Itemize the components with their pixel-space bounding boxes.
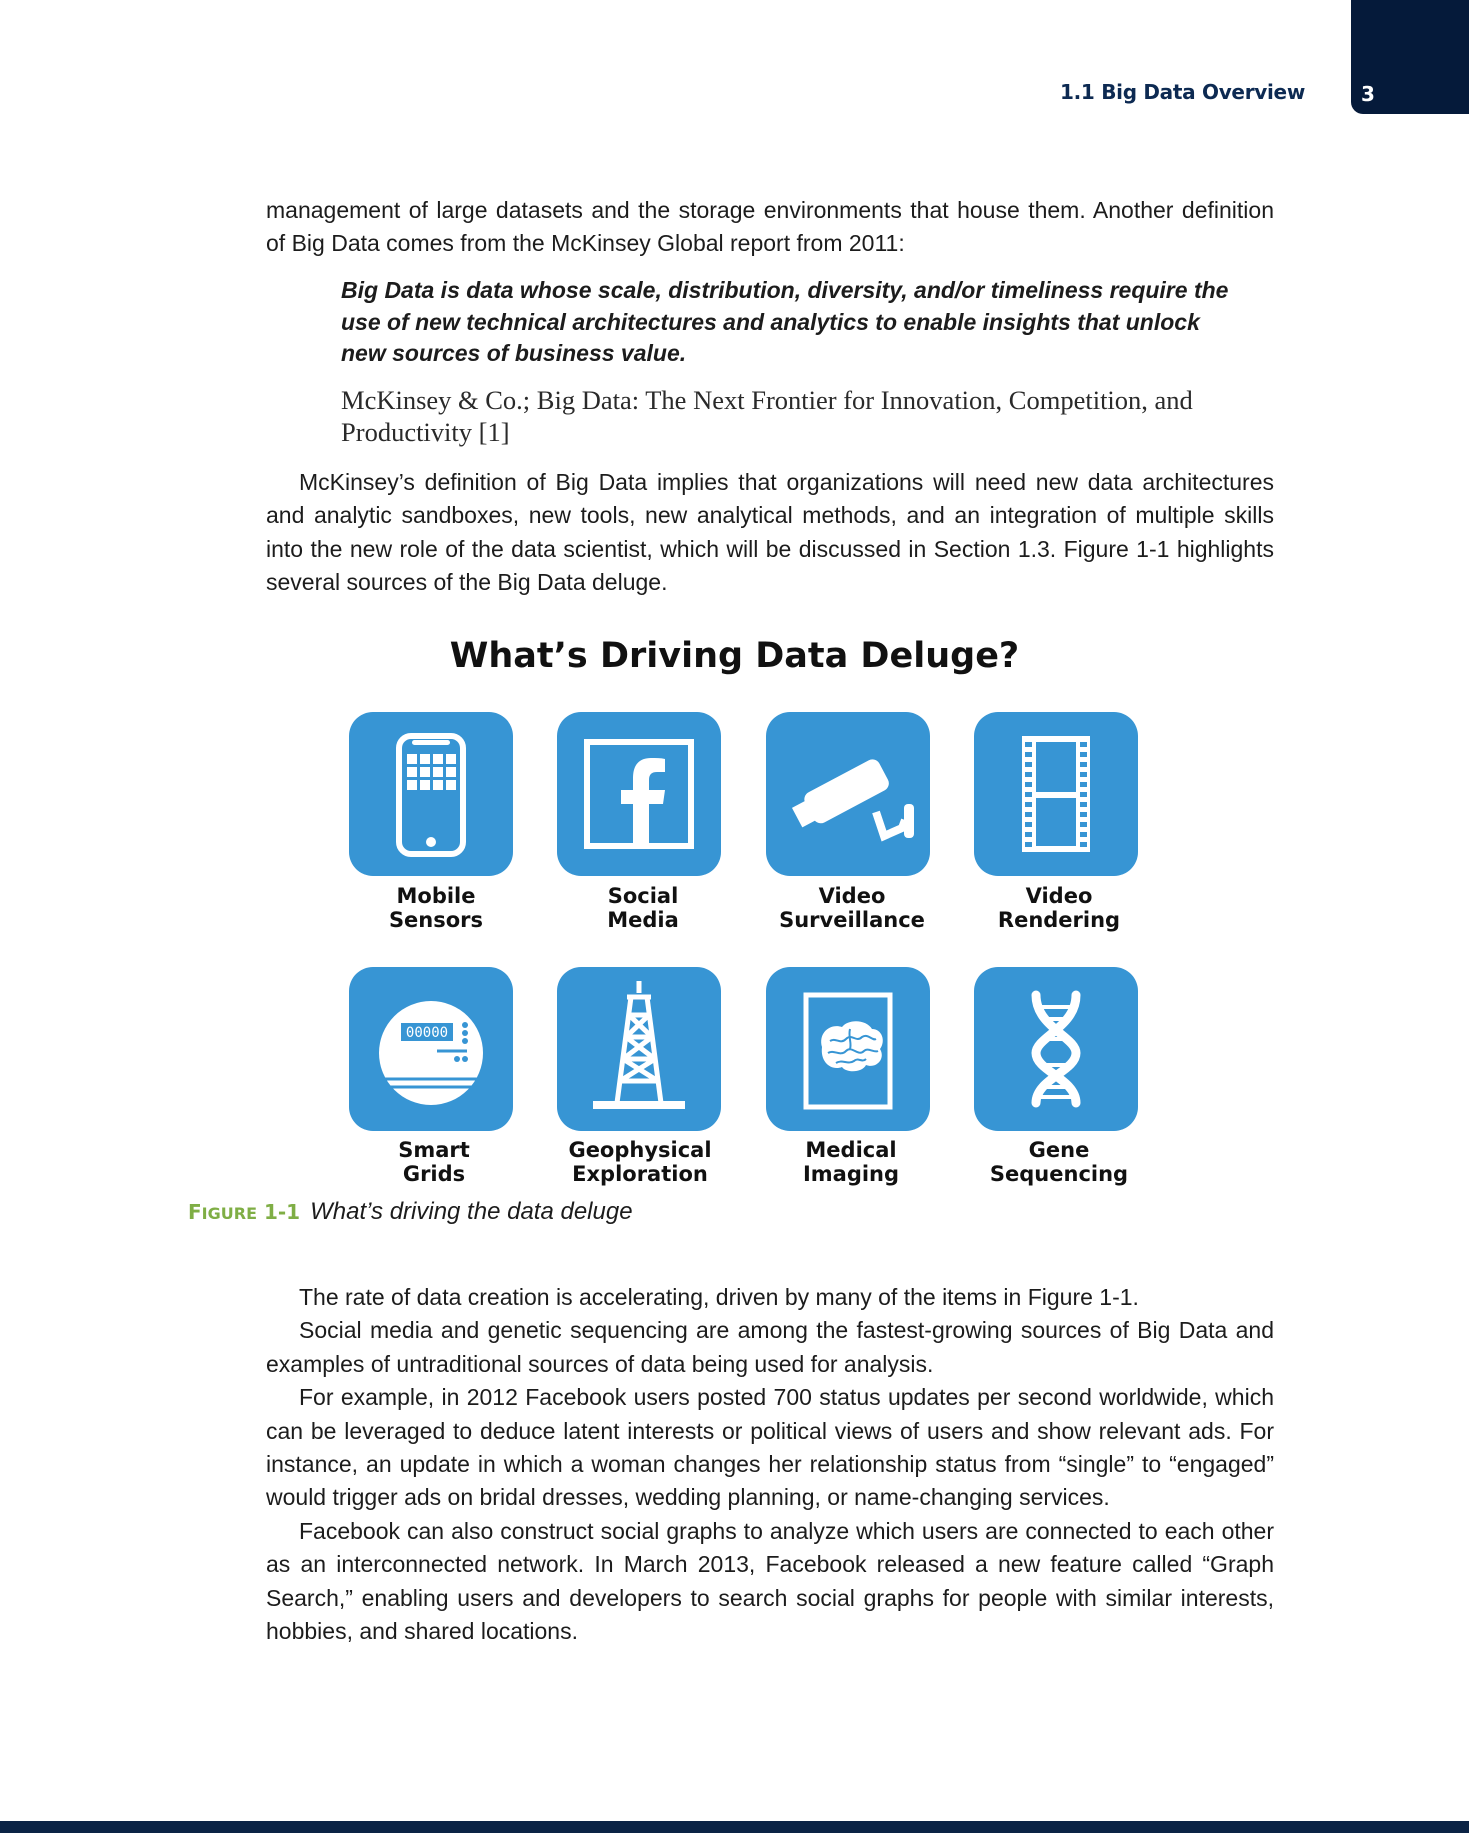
tile-label-medical-imaging: Medical Imaging	[802, 1138, 900, 1186]
paragraph-mckinsey-definition	[266, 466, 1274, 600]
paragraph-rate: The rate of data creation is accelerating, driven by many of the items in Figure 1-1.	[299, 1284, 1139, 1310]
meter-display: 00000	[405, 1025, 449, 1041]
paragraph-facebook-example: For example, in 2012 Facebook users posted 700 status updates per second worldwide, which can be leveraged to deduce latent interests or political views of users and show relevant ads. For instance, an update in which a woman changes her relationship status from “single” to “engaged” would trigger ads on bridal dresses, wedding planning, or name-changing services.	[266, 1384, 1274, 1511]
tile-medical-imaging	[766, 967, 930, 1131]
block-quote: Big Data is data whose scale, distribution, diversity, and/or timeliness require the use of new technical architectures and analytics to enable insights that unlock new sources of business value.	[341, 277, 1229, 366]
running-head: 1.1 Big Data Overview	[1060, 80, 1305, 104]
tile-label-smart-grids: Smart Grids	[398, 1138, 470, 1186]
tile-video-rendering	[974, 712, 1138, 876]
tile-label-video-surveillance: Video Surveillance	[779, 884, 925, 932]
brain-scan-icon	[766, 967, 930, 1131]
facebook-icon	[557, 712, 721, 876]
security-camera-icon	[766, 712, 930, 876]
page-number-tab	[1351, 0, 1469, 114]
oil-derrick-icon	[557, 967, 721, 1131]
tile-label-social-media: Social Media	[607, 884, 679, 932]
tile-gene-sequencing	[974, 967, 1138, 1131]
dna-icon	[974, 967, 1138, 1131]
tile-label-mobile-sensors: Mobile Sensors	[388, 884, 484, 932]
intro-paragraph-text: management of large datasets and the storage environments that house them. Another definition of Big Data comes from the McKinsey Global report from 2011:	[266, 197, 1274, 257]
paragraph-text: McKinsey’s definition of Big Data implies that organizations will need new data architectures and analytic sandboxes, new tools, new analytical methods, and an integration of multiple skills into the new role of the data scientist, which will be discussed in Section 1.3. Figure 1-1 highlights several sources of the Big Data deluge.	[266, 469, 1274, 596]
tile-smart-grids	[349, 967, 513, 1131]
smartphone-icon	[349, 712, 513, 876]
figure-caption	[188, 1198, 633, 1226]
tile-social-media	[557, 712, 721, 876]
tile-label-video-rendering: Video Rendering	[997, 884, 1121, 932]
tile-video-surveillance	[766, 712, 930, 876]
tile-geophysical-exploration	[557, 967, 721, 1131]
electric-meter-icon	[349, 967, 513, 1131]
figure-title: What’s Driving Data Deluge?	[449, 636, 1020, 676]
figure-caption-text: What’s driving the data deluge	[310, 1198, 633, 1225]
body-after-figure	[266, 1281, 1274, 1648]
tile-mobile-sensors	[349, 712, 513, 876]
figure-caption-label: FIGURE 1-1	[188, 1200, 301, 1224]
tile-label-gene-sequencing: Gene Sequencing	[989, 1138, 1129, 1186]
film-strip-icon	[974, 712, 1138, 876]
paragraph-social-genetic: Social media and genetic sequencing are among the fastest-growing sources of Big Data and examples of untraditional sources of data being used for analysis.	[266, 1317, 1274, 1377]
footer-bar	[0, 1821, 1469, 1833]
quote-citation: McKinsey & Co.; Big Data: The Next Frontier for Innovation, Competition, and Productivity [1]	[341, 385, 1193, 447]
page-number: 3	[1361, 82, 1375, 106]
tile-label-geophysical-exploration: Geophysical Exploration	[568, 1138, 712, 1186]
paragraph-graph-search: Facebook can also construct social graphs to analyze which users are connected to each other as an interconnected network. In March 2013, Facebook released a new feature called “Graph Search,” enabling users and developers to search social graphs for people with similar interests, hobbies, and shared locations.	[266, 1517, 1274, 1645]
intro-paragraph	[266, 194, 1274, 261]
